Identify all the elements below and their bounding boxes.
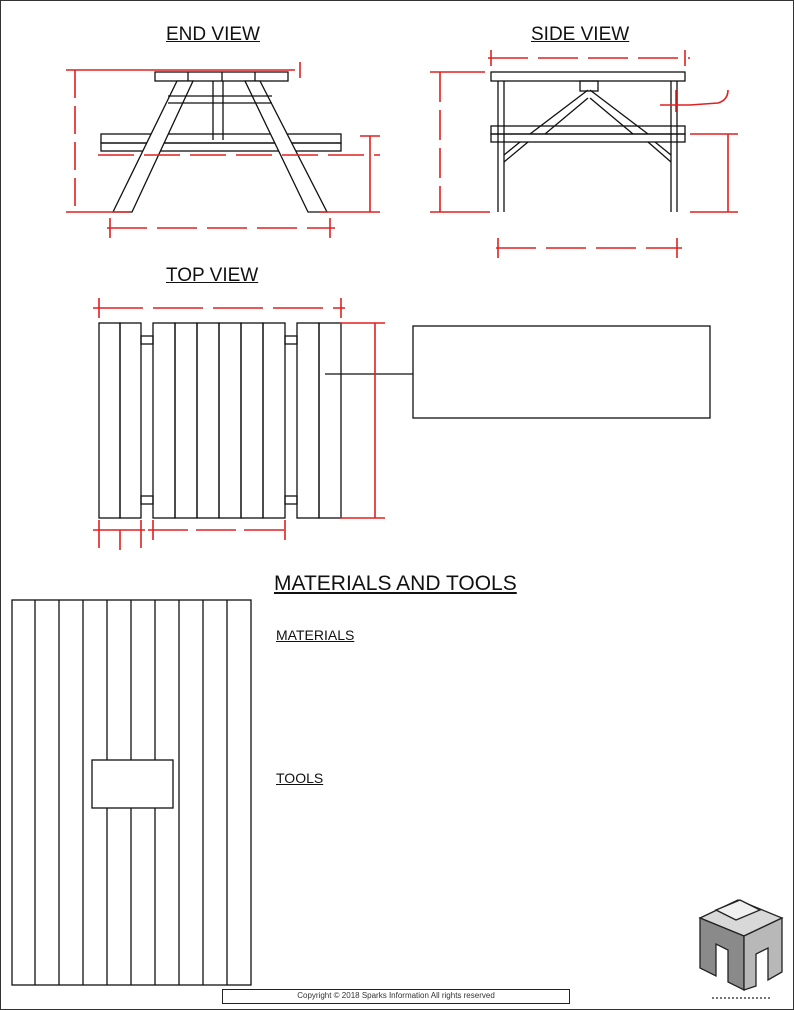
tools-label: TOOLS (276, 770, 324, 786)
side-view-title: SIDE VIEW (531, 24, 630, 45)
materials-tools-heading: MATERIALS AND TOOLS (274, 572, 517, 595)
logo-icon (700, 900, 782, 998)
end-view-title: END VIEW (166, 24, 260, 45)
top-view-drawing (99, 323, 710, 518)
side-view-drawing (491, 72, 685, 212)
board-layout-drawing (12, 600, 251, 985)
materials-label: MATERIALS (276, 627, 355, 643)
copyright-text: Copyright © 2018 Sparks Information All rights reserved (297, 991, 495, 1000)
copyright-box (222, 989, 570, 1004)
end-view-drawing (101, 72, 341, 212)
top-view-title: TOP VIEW (166, 265, 259, 286)
